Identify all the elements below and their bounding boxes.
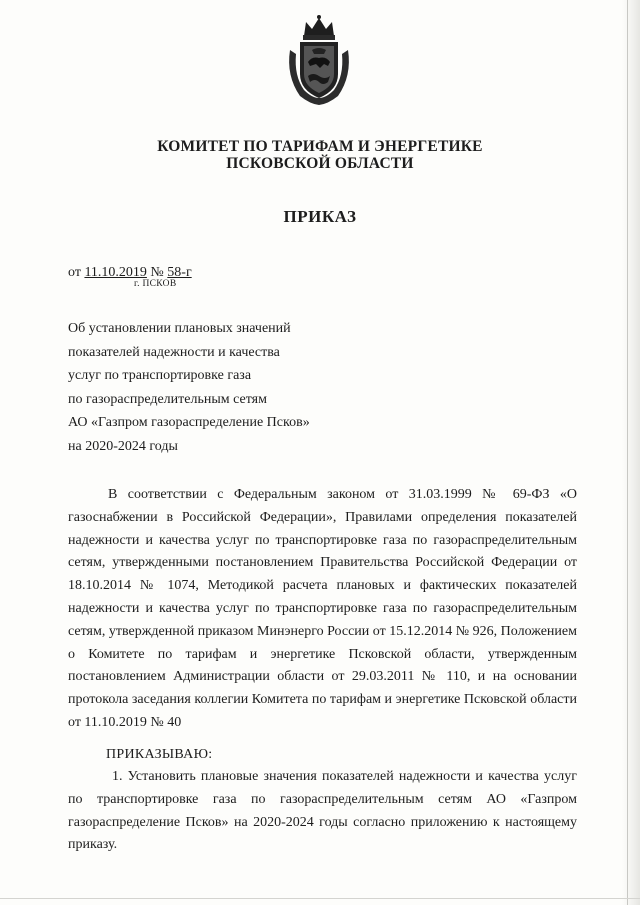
subject-line: показателей надежности и качества xyxy=(68,344,280,360)
subject-line: по газораспределительным сетям xyxy=(68,391,267,407)
number-prefix: № xyxy=(146,265,168,280)
subject-line: АО «Газпром газораспределение Псков» xyxy=(68,415,310,430)
scan-edge-shadow xyxy=(622,0,640,905)
order-directive: ПРИКАЗЫВАЮ: xyxy=(106,747,213,762)
scan-bottom-line xyxy=(0,898,640,899)
order-item-1: 1. Установить плановые значения показателей надежности и качества услуг по транспортировке газа по газораспределительным сетям АО «Газпром газораспределение Псков» на 2020-2024 годы согласно приложению к настоящему приказу. xyxy=(68,769,577,853)
subject-line: на 2020-2024 годы xyxy=(68,438,178,454)
document-number: 58-г xyxy=(167,265,192,280)
document-city: г. ПСКОВ xyxy=(134,279,177,289)
document-date: 11.10.2019 xyxy=(84,265,147,280)
pskov-coat-of-arms-icon xyxy=(284,14,354,106)
committee-name-line1: КОМИТЕТ ПО ТАРИФАМ И ЭНЕРГЕТИКЕ xyxy=(157,138,483,155)
document-type-title: ПРИКАЗ xyxy=(283,207,357,226)
subject-line: Об установлении плановых значений xyxy=(68,321,291,336)
committee-name-line2: ПСКОВСКОЙ ОБЛАСТИ xyxy=(226,155,414,172)
document-subject xyxy=(68,317,310,458)
subject-line: услуг по транспортировке газа xyxy=(68,368,252,383)
date-prefix: от xyxy=(68,265,85,280)
scan-edge-line xyxy=(627,0,628,905)
preamble-paragraph: В соответствии с Федеральным законом от 31.03.1999 № 69-ФЗ «О газоснабжении в Российской Федерации», Правилами определения показателей надежности и качества услуг по транспортировке газа по газораспределительным сетям, утвержденными постановлением Правительства Российской Федерации от 18.10.2014 № 1074, Методикой расчета плановых и фактических показателей надежности и качества услуг по транспортировке газа по газораспределительным сетям, утвержденной приказом Минэнерго России от 15.12.2014 № 926, Положением о Комитете по тарифам и энергетике Псковской области, утвержденным постановлением Администрации области от 29.03.2011 № 110, и на основании протокола заседания коллегии Комитета по тарифам и энергетике Псковской области от 11.10.2019 № 40 xyxy=(68,487,577,730)
